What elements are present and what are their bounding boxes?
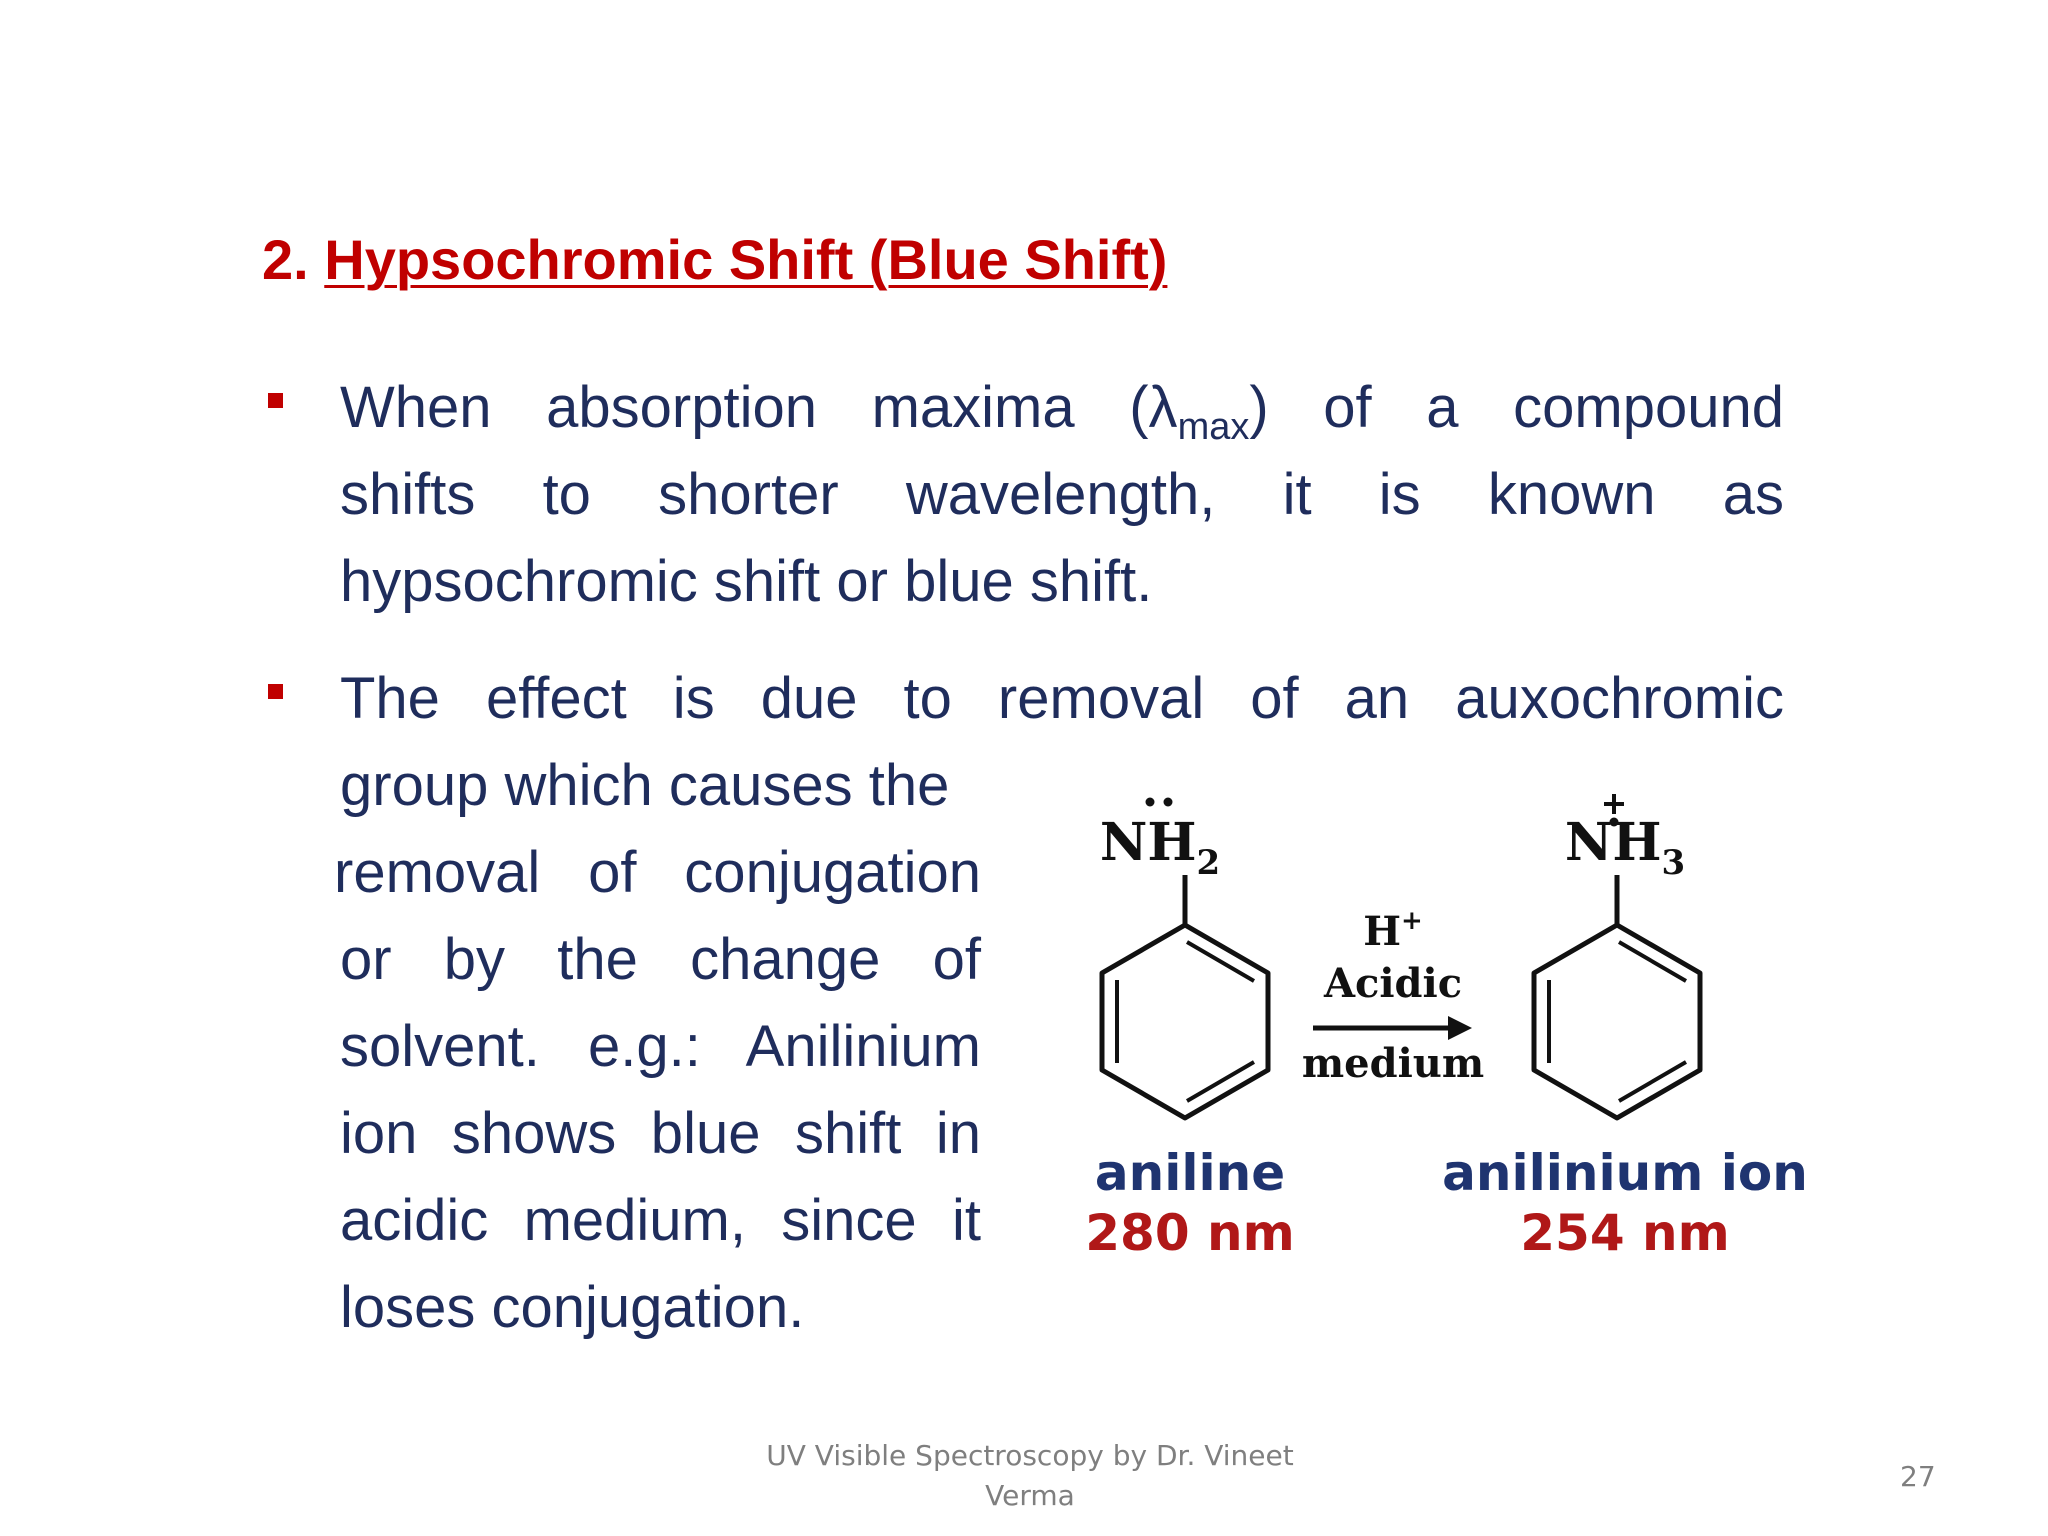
footer-line-1: UV Visible Spectroscopy by Dr. Vineet	[766, 1439, 1294, 1472]
aniline-amine-label: $NH_2$	[1099, 812, 1221, 883]
lone-pair-dot-left	[1146, 798, 1155, 807]
bullet-2-line-8: loses conjugation.	[340, 1275, 805, 1340]
bullet-marker-1	[268, 393, 283, 408]
anilinium-benzene-ring	[1534, 925, 1700, 1118]
anilinium-name: anilinium ion	[1442, 1144, 1808, 1202]
aniline-benzene-ring	[1102, 925, 1268, 1118]
lambda-subscript: max	[1177, 406, 1250, 448]
bullet-2-line-2: group which causes the	[340, 753, 950, 818]
bullet-1-text-b: ) of a compound	[1249, 375, 1784, 440]
bullet-2-line-3: removal of conjugation	[334, 840, 981, 905]
bullet-2-line-6: ion shows blue shift in	[340, 1101, 981, 1166]
bullet-marker-2	[268, 684, 283, 699]
reagent-label: H+	[1363, 906, 1423, 955]
bullet-2-line-4: or by the change of	[340, 927, 981, 992]
anilinium-lambda: 254 nm	[1520, 1204, 1730, 1262]
heading-title: Hypsochromic Shift (Blue Shift)	[324, 228, 1168, 291]
anilinium-structure	[1534, 794, 1700, 1118]
bullet-2-line-7: acidic medium, since it	[340, 1188, 981, 1253]
condition-acidic: Acidic	[1323, 960, 1463, 1007]
heading-number: 2.	[262, 228, 309, 291]
reaction-arrow-head	[1448, 1016, 1472, 1040]
slide-footer	[760, 1436, 1300, 1516]
lone-pair-dot-right	[1164, 798, 1173, 807]
bullet-1-line-2: shifts to shorter wavelength, it is known as	[340, 462, 1784, 527]
aniline-lambda: 280 nm	[1085, 1204, 1295, 1262]
bullet-2-line-5: solvent. e.g.: Anilinium	[340, 1014, 981, 1079]
bullet-2-line-1: The effect is due to removal of an auxochromic	[340, 666, 1784, 731]
bullet-1-line-3: hypsochromic shift or blue shift.	[340, 549, 1153, 614]
reaction-conditions	[1302, 906, 1484, 1087]
aniline-name: aniline	[1094, 1144, 1286, 1202]
page-number: 27	[1900, 1460, 1936, 1493]
anilinium-amine-label: $NH_3$	[1564, 812, 1686, 883]
footer-line-2: Verma	[985, 1479, 1075, 1512]
bullet-1-text-a: When absorption maxima (λ	[340, 375, 1178, 440]
slide-heading	[262, 228, 1167, 292]
aniline-protonation-diagram	[1080, 780, 1820, 1280]
condition-medium: medium	[1301, 1040, 1485, 1087]
aniline-structure	[1100, 798, 1268, 1119]
